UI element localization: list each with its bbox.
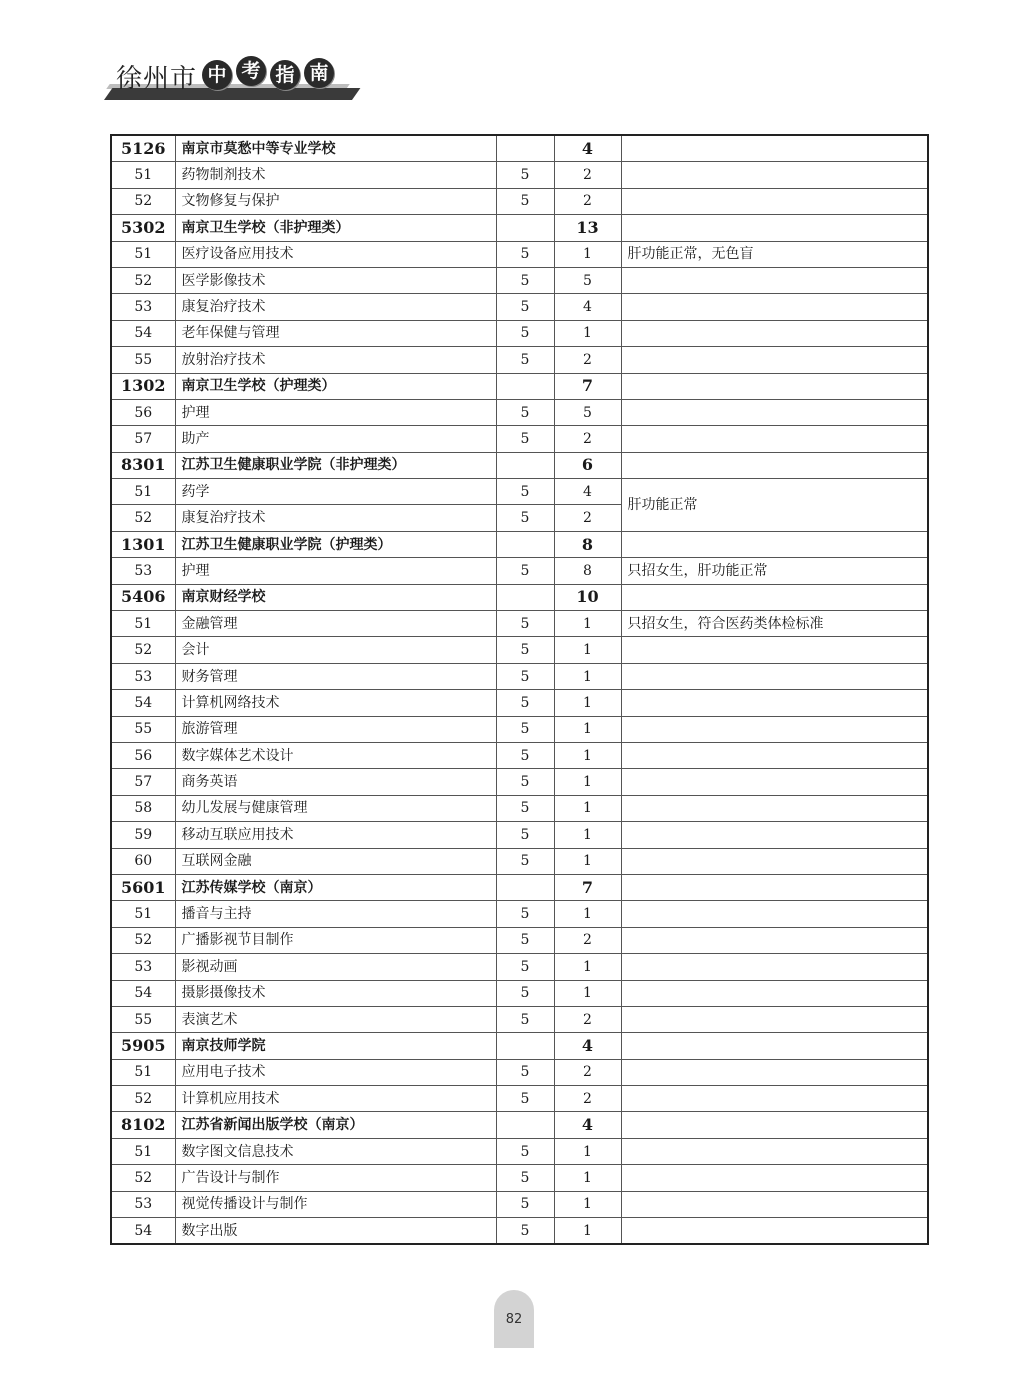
major-row bbox=[111, 901, 928, 927]
major-row bbox=[111, 1165, 928, 1191]
code-cell: 52 bbox=[111, 1086, 175, 1112]
count-cell: 1 bbox=[554, 742, 621, 768]
count-cell: 1 bbox=[554, 637, 621, 663]
years-cell bbox=[496, 215, 554, 241]
years-cell bbox=[496, 373, 554, 399]
years-cell: 5 bbox=[496, 241, 554, 267]
school-row bbox=[111, 215, 928, 241]
years-cell: 5 bbox=[496, 347, 554, 373]
count-cell: 1 bbox=[554, 822, 621, 848]
header-title-char: 指 bbox=[270, 60, 300, 90]
name-cell: 广播影视节目制作 bbox=[175, 927, 496, 953]
code-cell: 54 bbox=[111, 320, 175, 346]
years-cell: 5 bbox=[496, 637, 554, 663]
code-cell: 5601 bbox=[111, 874, 175, 900]
count-cell: 8 bbox=[554, 558, 621, 584]
name-cell: 计算机网络技术 bbox=[175, 690, 496, 716]
count-cell: 5 bbox=[554, 399, 621, 425]
note-cell bbox=[621, 188, 928, 214]
name-cell: 广告设计与制作 bbox=[175, 1165, 496, 1191]
note-cell bbox=[621, 1086, 928, 1112]
major-row bbox=[111, 637, 928, 663]
name-cell: 江苏卫生健康职业学院（护理类） bbox=[175, 531, 496, 557]
name-cell: 数字图文信息技术 bbox=[175, 1138, 496, 1164]
years-cell bbox=[496, 452, 554, 478]
note-cell bbox=[621, 1165, 928, 1191]
years-cell bbox=[496, 135, 554, 162]
name-cell: 文物修复与保护 bbox=[175, 188, 496, 214]
note-cell: 只招女生，符合医药类体检标准 bbox=[621, 611, 928, 637]
code-cell: 54 bbox=[111, 690, 175, 716]
years-cell bbox=[496, 531, 554, 557]
years-cell: 5 bbox=[496, 663, 554, 689]
header-title-char: 南 bbox=[304, 58, 334, 88]
years-cell: 5 bbox=[496, 716, 554, 742]
count-cell: 4 bbox=[554, 479, 621, 505]
code-cell: 54 bbox=[111, 1218, 175, 1245]
name-cell: 互联网金融 bbox=[175, 848, 496, 874]
major-row bbox=[111, 822, 928, 848]
note-cell bbox=[621, 426, 928, 452]
count-cell: 5 bbox=[554, 267, 621, 293]
name-cell: 视觉传播设计与制作 bbox=[175, 1191, 496, 1217]
code-cell: 57 bbox=[111, 769, 175, 795]
name-cell: 幼儿发展与健康管理 bbox=[175, 795, 496, 821]
code-cell: 51 bbox=[111, 162, 175, 188]
count-cell: 2 bbox=[554, 1086, 621, 1112]
major-row bbox=[111, 611, 928, 637]
major-row bbox=[111, 769, 928, 795]
years-cell: 5 bbox=[496, 426, 554, 452]
years-cell: 5 bbox=[496, 742, 554, 768]
code-cell: 5302 bbox=[111, 215, 175, 241]
note-cell bbox=[621, 742, 928, 768]
code-cell: 51 bbox=[111, 901, 175, 927]
count-cell: 1 bbox=[554, 690, 621, 716]
name-cell: 播音与主持 bbox=[175, 901, 496, 927]
name-cell: 金融管理 bbox=[175, 611, 496, 637]
note-cell bbox=[621, 1138, 928, 1164]
name-cell: 摄影摄像技术 bbox=[175, 980, 496, 1006]
note-cell bbox=[621, 980, 928, 1006]
major-row bbox=[111, 795, 928, 821]
major-row bbox=[111, 294, 928, 320]
code-cell: 51 bbox=[111, 1059, 175, 1085]
major-row bbox=[111, 980, 928, 1006]
major-row bbox=[111, 742, 928, 768]
note-cell bbox=[621, 452, 928, 478]
code-cell: 54 bbox=[111, 980, 175, 1006]
note-cell bbox=[621, 663, 928, 689]
years-cell: 5 bbox=[496, 1138, 554, 1164]
name-cell: 助产 bbox=[175, 426, 496, 452]
school-row bbox=[111, 452, 928, 478]
major-row bbox=[111, 241, 928, 267]
count-cell: 10 bbox=[554, 584, 621, 610]
note-cell bbox=[621, 716, 928, 742]
name-cell: 财务管理 bbox=[175, 663, 496, 689]
major-row bbox=[111, 1191, 928, 1217]
count-cell: 7 bbox=[554, 373, 621, 399]
note-cell bbox=[621, 1112, 928, 1138]
count-cell: 1 bbox=[554, 980, 621, 1006]
name-cell: 会计 bbox=[175, 637, 496, 663]
note-cell bbox=[621, 874, 928, 900]
code-cell: 51 bbox=[111, 479, 175, 505]
name-cell: 护理 bbox=[175, 399, 496, 425]
count-cell: 1 bbox=[554, 1165, 621, 1191]
code-cell: 57 bbox=[111, 426, 175, 452]
years-cell: 5 bbox=[496, 162, 554, 188]
note-cell: 只招女生，肝功能正常 bbox=[621, 558, 928, 584]
years-cell: 5 bbox=[496, 294, 554, 320]
note-cell bbox=[621, 901, 928, 927]
years-cell bbox=[496, 584, 554, 610]
note-cell bbox=[621, 531, 928, 557]
count-cell: 4 bbox=[554, 294, 621, 320]
code-cell: 52 bbox=[111, 637, 175, 663]
major-row bbox=[111, 1086, 928, 1112]
count-cell: 6 bbox=[554, 452, 621, 478]
note-cell bbox=[621, 267, 928, 293]
name-cell: 放射治疗技术 bbox=[175, 347, 496, 373]
count-cell: 1 bbox=[554, 611, 621, 637]
major-row bbox=[111, 690, 928, 716]
note-cell bbox=[621, 637, 928, 663]
school-row bbox=[111, 584, 928, 610]
note-cell: 肝功能正常 bbox=[621, 479, 928, 532]
code-cell: 53 bbox=[111, 558, 175, 584]
name-cell: 移动互联应用技术 bbox=[175, 822, 496, 848]
count-cell: 13 bbox=[554, 215, 621, 241]
count-cell: 1 bbox=[554, 716, 621, 742]
code-cell: 55 bbox=[111, 1006, 175, 1032]
count-cell: 2 bbox=[554, 927, 621, 953]
code-cell: 5406 bbox=[111, 584, 175, 610]
note-cell bbox=[621, 294, 928, 320]
years-cell bbox=[496, 1112, 554, 1138]
note-cell: 肝功能正常，无色盲 bbox=[621, 241, 928, 267]
code-cell: 1301 bbox=[111, 531, 175, 557]
note-cell bbox=[621, 954, 928, 980]
code-cell: 51 bbox=[111, 611, 175, 637]
years-cell: 5 bbox=[496, 267, 554, 293]
major-row bbox=[111, 347, 928, 373]
count-cell: 1 bbox=[554, 1138, 621, 1164]
years-cell bbox=[496, 874, 554, 900]
code-cell: 52 bbox=[111, 1165, 175, 1191]
note-cell bbox=[621, 1033, 928, 1059]
name-cell: 数字出版 bbox=[175, 1218, 496, 1245]
name-cell: 南京卫生学校（非护理类） bbox=[175, 215, 496, 241]
code-cell: 55 bbox=[111, 716, 175, 742]
note-cell bbox=[621, 135, 928, 162]
code-cell: 59 bbox=[111, 822, 175, 848]
name-cell: 计算机应用技术 bbox=[175, 1086, 496, 1112]
note-cell bbox=[621, 399, 928, 425]
count-cell: 8 bbox=[554, 531, 621, 557]
years-cell: 5 bbox=[496, 769, 554, 795]
name-cell: 表演艺术 bbox=[175, 1006, 496, 1032]
major-row bbox=[111, 162, 928, 188]
note-cell bbox=[621, 347, 928, 373]
major-row bbox=[111, 426, 928, 452]
major-row bbox=[111, 399, 928, 425]
major-row bbox=[111, 927, 928, 953]
count-cell: 2 bbox=[554, 188, 621, 214]
years-cell: 5 bbox=[496, 690, 554, 716]
name-cell: 数字媒体艺术设计 bbox=[175, 742, 496, 768]
name-cell: 医疗设备应用技术 bbox=[175, 241, 496, 267]
years-cell: 5 bbox=[496, 1165, 554, 1191]
school-row bbox=[111, 531, 928, 557]
count-cell: 1 bbox=[554, 769, 621, 795]
count-cell: 1 bbox=[554, 320, 621, 346]
code-cell: 5905 bbox=[111, 1033, 175, 1059]
name-cell: 江苏省新闻出版学校（南京） bbox=[175, 1112, 496, 1138]
name-cell: 康复治疗技术 bbox=[175, 294, 496, 320]
major-row bbox=[111, 267, 928, 293]
note-cell bbox=[621, 162, 928, 188]
name-cell: 南京市莫愁中等专业学校 bbox=[175, 135, 496, 162]
years-cell: 5 bbox=[496, 1191, 554, 1217]
name-cell: 旅游管理 bbox=[175, 716, 496, 742]
note-cell bbox=[621, 795, 928, 821]
code-cell: 53 bbox=[111, 663, 175, 689]
count-cell: 1 bbox=[554, 954, 621, 980]
count-cell: 1 bbox=[554, 663, 621, 689]
name-cell: 影视动画 bbox=[175, 954, 496, 980]
count-cell: 2 bbox=[554, 162, 621, 188]
major-row bbox=[111, 1218, 928, 1245]
major-row bbox=[111, 1138, 928, 1164]
note-cell bbox=[621, 822, 928, 848]
note-cell bbox=[621, 320, 928, 346]
major-row bbox=[111, 848, 928, 874]
count-cell: 1 bbox=[554, 241, 621, 267]
code-cell: 53 bbox=[111, 294, 175, 320]
page-header bbox=[104, 54, 364, 110]
years-cell: 5 bbox=[496, 1218, 554, 1245]
count-cell: 1 bbox=[554, 848, 621, 874]
count-cell: 2 bbox=[554, 505, 621, 531]
count-cell: 4 bbox=[554, 1112, 621, 1138]
major-row bbox=[111, 1006, 928, 1032]
name-cell: 南京技师学院 bbox=[175, 1033, 496, 1059]
count-cell: 2 bbox=[554, 1006, 621, 1032]
note-cell bbox=[621, 769, 928, 795]
school-row bbox=[111, 135, 928, 162]
school-row bbox=[111, 373, 928, 399]
table-body bbox=[111, 135, 928, 1244]
major-row bbox=[111, 663, 928, 689]
count-cell: 2 bbox=[554, 347, 621, 373]
count-cell: 1 bbox=[554, 1218, 621, 1245]
code-cell: 56 bbox=[111, 399, 175, 425]
years-cell: 5 bbox=[496, 1006, 554, 1032]
note-cell bbox=[621, 1006, 928, 1032]
note-cell bbox=[621, 373, 928, 399]
code-cell: 51 bbox=[111, 241, 175, 267]
major-row bbox=[111, 558, 928, 584]
name-cell: 药学 bbox=[175, 479, 496, 505]
years-cell: 5 bbox=[496, 901, 554, 927]
code-cell: 1302 bbox=[111, 373, 175, 399]
years-cell: 5 bbox=[496, 505, 554, 531]
years-cell: 5 bbox=[496, 320, 554, 346]
header-city: 徐州市 bbox=[116, 64, 198, 94]
code-cell: 55 bbox=[111, 347, 175, 373]
code-cell: 8102 bbox=[111, 1112, 175, 1138]
name-cell: 医学影像技术 bbox=[175, 267, 496, 293]
page-number: 82 bbox=[505, 1312, 523, 1327]
note-cell bbox=[621, 1059, 928, 1085]
major-row bbox=[111, 320, 928, 346]
note-cell bbox=[621, 1191, 928, 1217]
years-cell: 5 bbox=[496, 795, 554, 821]
count-cell: 1 bbox=[554, 901, 621, 927]
code-cell: 58 bbox=[111, 795, 175, 821]
header-title-char: 中 bbox=[202, 60, 232, 90]
years-cell bbox=[496, 1033, 554, 1059]
code-cell: 52 bbox=[111, 188, 175, 214]
school-row bbox=[111, 1033, 928, 1059]
years-cell: 5 bbox=[496, 822, 554, 848]
count-cell: 1 bbox=[554, 1191, 621, 1217]
major-row bbox=[111, 1059, 928, 1085]
school-row bbox=[111, 874, 928, 900]
code-cell: 52 bbox=[111, 505, 175, 531]
code-cell: 8301 bbox=[111, 452, 175, 478]
years-cell: 5 bbox=[496, 479, 554, 505]
page-number-tab bbox=[494, 1290, 534, 1348]
major-row bbox=[111, 188, 928, 214]
major-row bbox=[111, 954, 928, 980]
name-cell: 应用电子技术 bbox=[175, 1059, 496, 1085]
school-row bbox=[111, 1112, 928, 1138]
name-cell: 老年保健与管理 bbox=[175, 320, 496, 346]
years-cell: 5 bbox=[496, 611, 554, 637]
years-cell: 5 bbox=[496, 399, 554, 425]
note-cell bbox=[621, 848, 928, 874]
name-cell: 康复治疗技术 bbox=[175, 505, 496, 531]
code-cell: 5126 bbox=[111, 135, 175, 162]
note-cell bbox=[621, 584, 928, 610]
code-cell: 52 bbox=[111, 267, 175, 293]
years-cell: 5 bbox=[496, 558, 554, 584]
note-cell bbox=[621, 927, 928, 953]
name-cell: 护理 bbox=[175, 558, 496, 584]
name-cell: 江苏传媒学校（南京） bbox=[175, 874, 496, 900]
count-cell: 2 bbox=[554, 1059, 621, 1085]
count-cell: 1 bbox=[554, 795, 621, 821]
note-cell bbox=[621, 690, 928, 716]
name-cell: 药物制剂技术 bbox=[175, 162, 496, 188]
note-cell bbox=[621, 1218, 928, 1245]
code-cell: 53 bbox=[111, 1191, 175, 1217]
years-cell: 5 bbox=[496, 927, 554, 953]
code-cell: 60 bbox=[111, 848, 175, 874]
major-row bbox=[111, 479, 928, 505]
name-cell: 江苏卫生健康职业学院（非护理类） bbox=[175, 452, 496, 478]
count-cell: 2 bbox=[554, 426, 621, 452]
name-cell: 商务英语 bbox=[175, 769, 496, 795]
code-cell: 56 bbox=[111, 742, 175, 768]
header-title bbox=[202, 60, 338, 90]
enrollment-table bbox=[110, 134, 929, 1245]
name-cell: 南京财经学校 bbox=[175, 584, 496, 610]
code-cell: 53 bbox=[111, 954, 175, 980]
years-cell: 5 bbox=[496, 188, 554, 214]
years-cell: 5 bbox=[496, 954, 554, 980]
years-cell: 5 bbox=[496, 1086, 554, 1112]
count-cell: 4 bbox=[554, 135, 621, 162]
name-cell: 南京卫生学校（护理类） bbox=[175, 373, 496, 399]
note-cell bbox=[621, 215, 928, 241]
code-cell: 51 bbox=[111, 1138, 175, 1164]
count-cell: 4 bbox=[554, 1033, 621, 1059]
enrollment-table-wrapper bbox=[110, 134, 927, 1245]
major-row bbox=[111, 716, 928, 742]
years-cell: 5 bbox=[496, 980, 554, 1006]
header-title-char: 考 bbox=[236, 56, 266, 86]
count-cell: 7 bbox=[554, 874, 621, 900]
years-cell: 5 bbox=[496, 848, 554, 874]
years-cell: 5 bbox=[496, 1059, 554, 1085]
code-cell: 52 bbox=[111, 927, 175, 953]
